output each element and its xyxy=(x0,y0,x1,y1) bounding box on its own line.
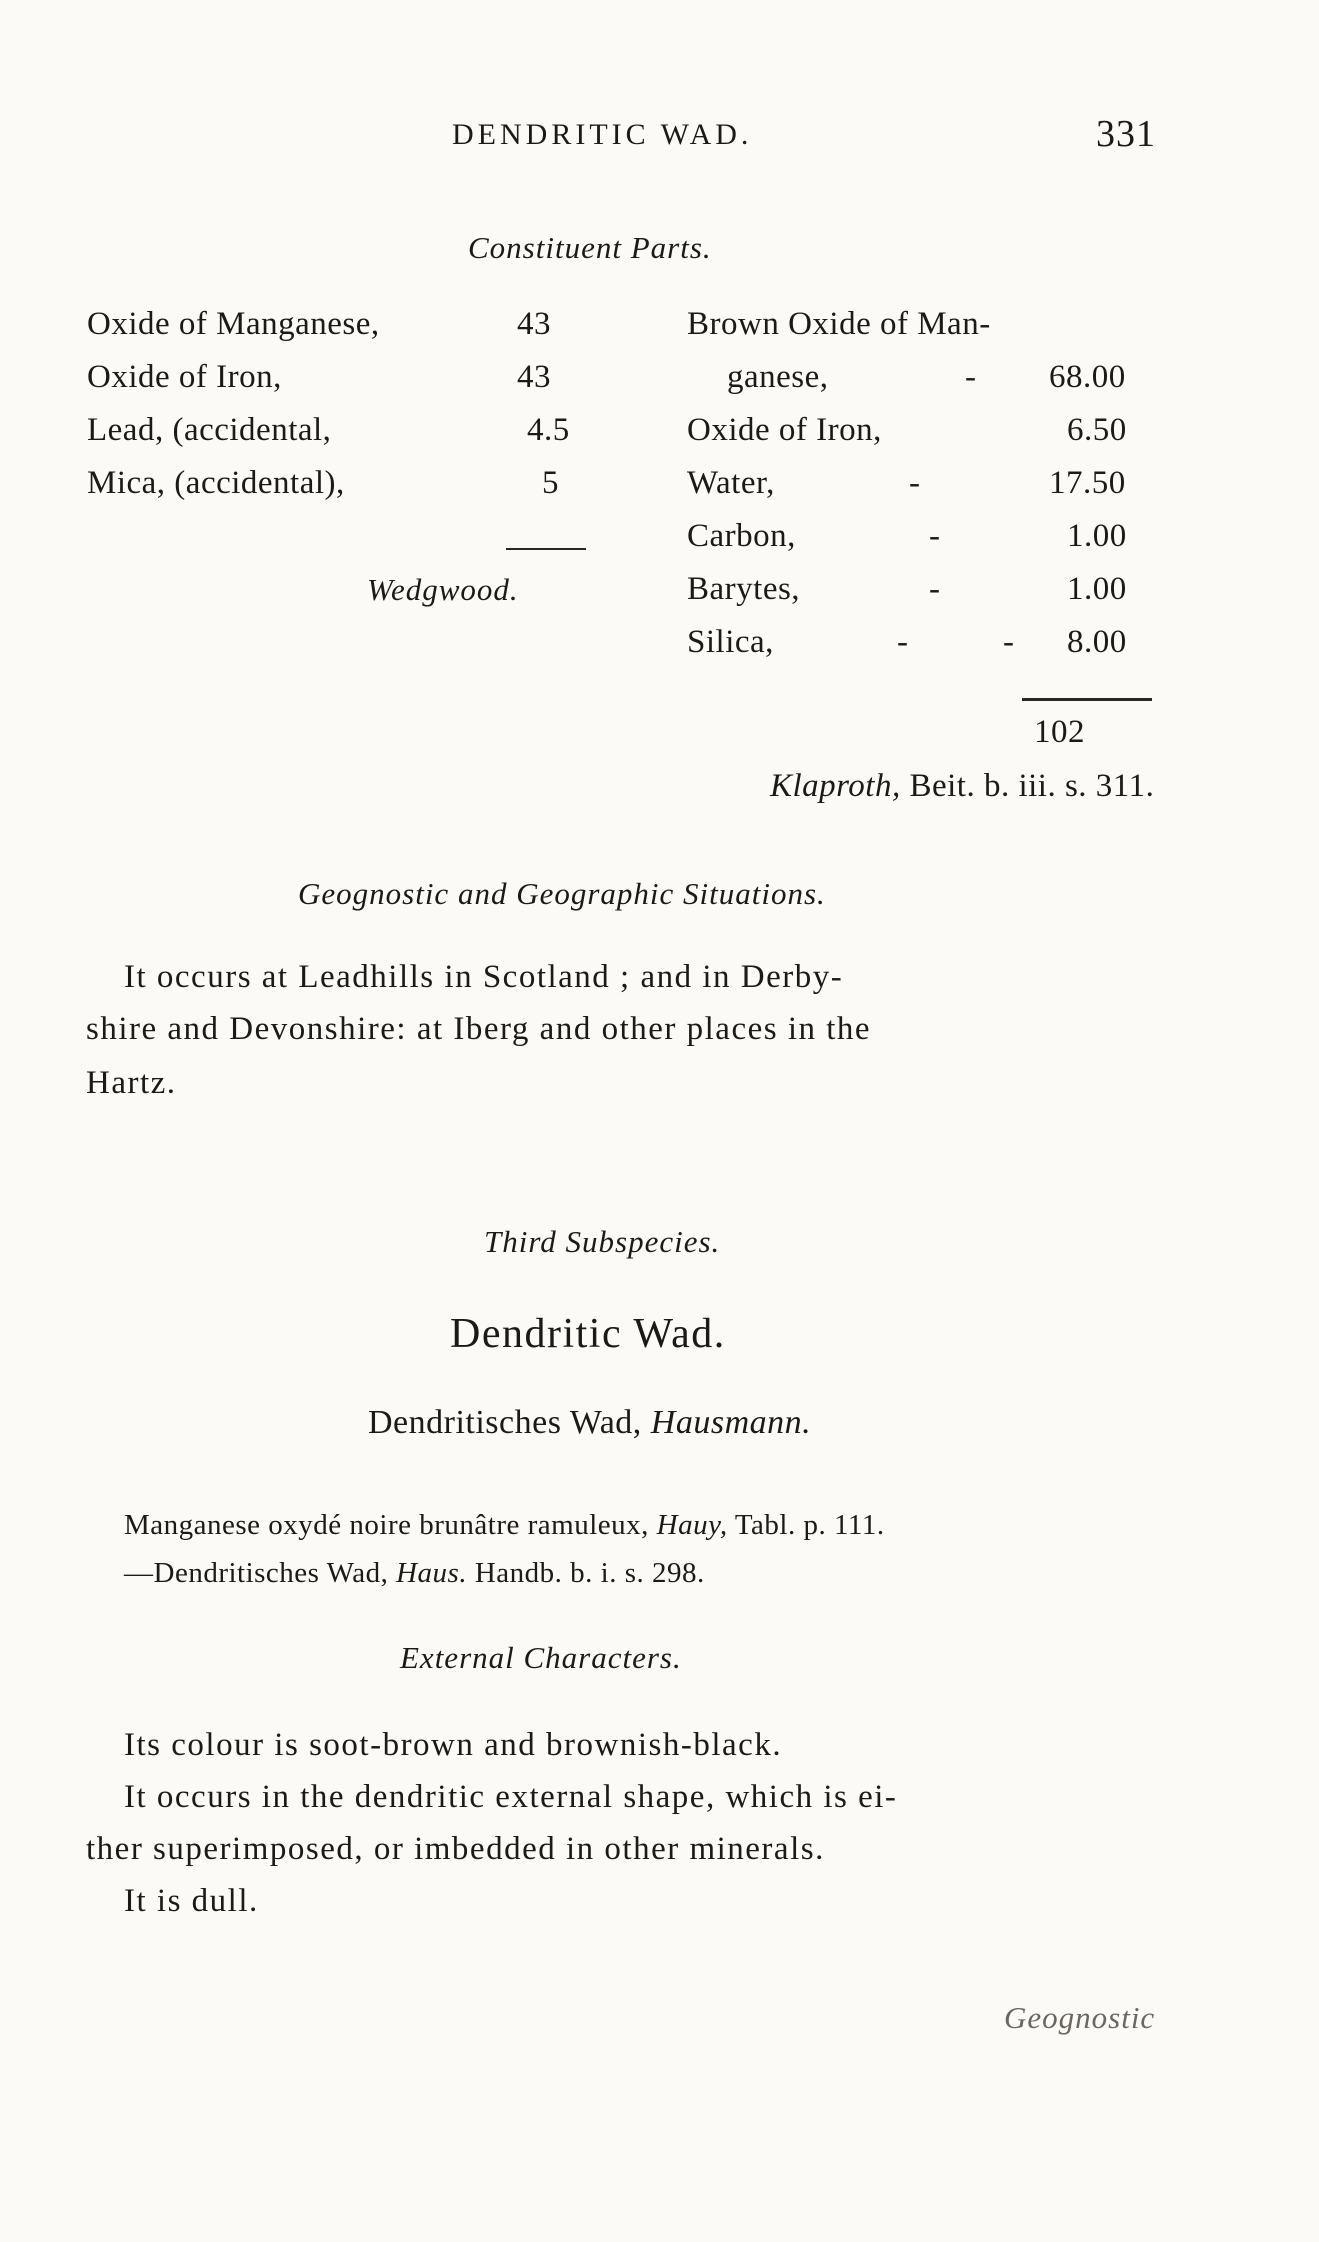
right-total: 102 xyxy=(1034,714,1085,750)
synonym-ref: Handb. b. i. s. 298. xyxy=(474,1557,705,1589)
citation-author: Klaproth, xyxy=(770,768,901,804)
german-name-author: Hausmann. xyxy=(650,1404,812,1441)
right-row-dash: - xyxy=(929,518,941,554)
external-line: It is dull. xyxy=(124,1883,259,1919)
right-row-dash: - xyxy=(965,359,977,395)
right-row xyxy=(687,359,1167,403)
citation-ref: Beit. b. iii. s. 311. xyxy=(909,768,1155,804)
text-line: shire and Devonshire: at Iberg and other places in the xyxy=(86,1011,872,1047)
right-row-name: ganese, xyxy=(727,359,829,395)
right-row-value: 68.00 xyxy=(1049,359,1126,395)
synonym-text: —Dendritisches Wad, xyxy=(124,1557,389,1589)
synonym-text: Manganese oxydé noire brunâtre ramuleux, xyxy=(124,1509,649,1541)
right-row-name: Barytes, xyxy=(687,571,801,607)
geognostic-paragraph xyxy=(124,954,843,1000)
right-row-name: Carbon, xyxy=(687,518,796,554)
text-line: It occurs at Leadhills in Scotland ; and in Derby- xyxy=(124,959,844,995)
constituent-parts-heading: Constituent Parts. xyxy=(468,230,712,265)
right-row-dash: - xyxy=(897,624,909,660)
right-row-dash: - xyxy=(929,571,941,607)
geognostic-heading: Geognostic and Geographic Situations. xyxy=(298,876,826,911)
synonym-line-1 xyxy=(124,1502,885,1548)
left-row-name: Oxide of Manganese, xyxy=(87,306,380,342)
right-row xyxy=(687,571,1167,615)
right-row xyxy=(687,624,1167,668)
external-line: It occurs in the dendritic external shape, which is ei- xyxy=(124,1779,898,1815)
right-row-value: 8.00 xyxy=(1067,624,1127,660)
right-row-dash: - xyxy=(909,465,921,501)
right-citation xyxy=(770,768,1154,805)
left-row xyxy=(87,359,607,403)
page-number: 331 xyxy=(1096,113,1156,155)
external-line: Its colour is soot-brown and brownish-black. xyxy=(124,1727,783,1763)
right-row-value: 1.00 xyxy=(1067,571,1127,607)
right-row-name: Oxide of Iron, xyxy=(687,412,882,448)
left-analysis-author: Wedgwood. xyxy=(367,572,519,607)
right-row-name: Silica, xyxy=(687,624,774,660)
right-row-value: 17.50 xyxy=(1049,465,1126,501)
synonym-line-2 xyxy=(124,1550,705,1596)
right-row xyxy=(687,412,1167,456)
text-line: Hartz. xyxy=(86,1065,177,1101)
right-first-line: Brown Oxide of Man- xyxy=(687,306,991,342)
synonym-author: Haus. xyxy=(396,1557,468,1589)
left-row-name: Mica, (accidental), xyxy=(87,465,345,501)
german-name-text: Dendritisches Wad, xyxy=(368,1404,642,1441)
geognostic-paragraph xyxy=(86,1006,871,1106)
left-row-name: Oxide of Iron, xyxy=(87,359,282,395)
left-row xyxy=(87,306,607,350)
right-row xyxy=(687,465,1167,509)
left-row xyxy=(87,465,607,509)
left-sum-rule xyxy=(506,548,586,550)
right-row-value: 6.50 xyxy=(1067,412,1127,448)
species-title: Dendritic Wad. xyxy=(450,1311,726,1357)
external-line: ther superimposed, or imbedded in other minerals. xyxy=(86,1831,825,1867)
subspecies-heading: Third Subspecies. xyxy=(484,1224,721,1259)
right-sum-rule xyxy=(1022,698,1152,701)
left-row-value: 43 xyxy=(517,359,551,395)
left-row xyxy=(87,412,607,456)
synonym-author: Hauy, xyxy=(656,1509,728,1541)
left-row-value: 43 xyxy=(517,306,551,342)
catchword: Geognostic xyxy=(1004,2000,1156,2035)
right-row-value: 1.00 xyxy=(1067,518,1127,554)
german-name xyxy=(368,1404,811,1442)
right-row-dash: - xyxy=(1003,624,1015,660)
running-title: DENDRITIC WAD. xyxy=(452,118,753,151)
left-row-name: Lead, (accidental, xyxy=(87,412,332,448)
left-row-value: 4.5 xyxy=(527,412,570,448)
external-characters-heading: External Characters. xyxy=(400,1640,682,1675)
synonym-ref: Tabl. p. 111. xyxy=(734,1509,885,1541)
right-row xyxy=(687,518,1167,562)
right-row-name: Water, xyxy=(687,465,775,501)
left-row-value: 5 xyxy=(542,465,559,501)
